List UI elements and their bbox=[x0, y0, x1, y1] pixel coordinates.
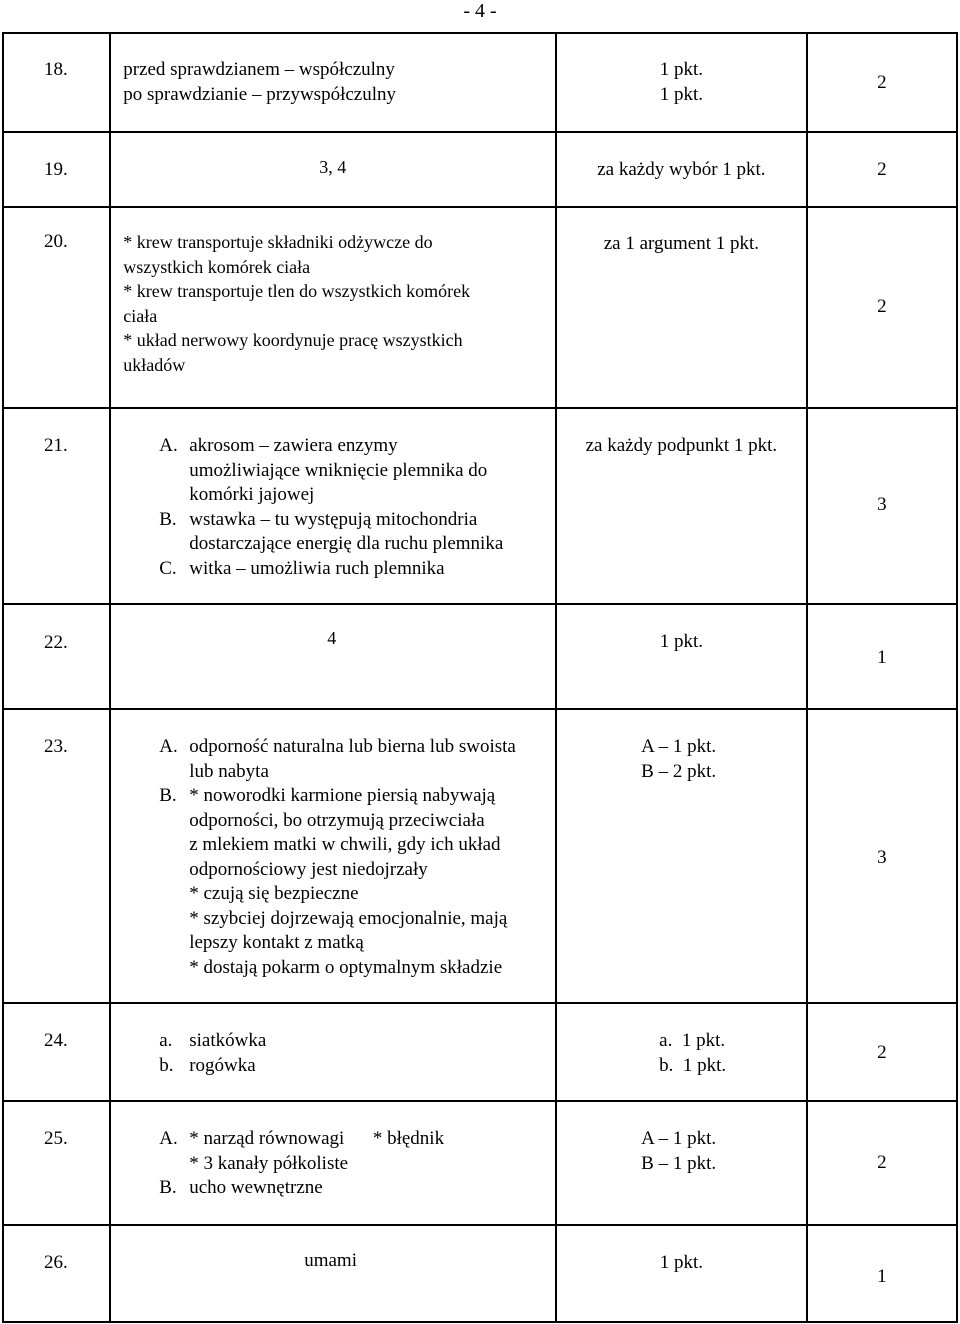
points: 1 bbox=[877, 647, 887, 668]
answer-text: umami bbox=[304, 1250, 357, 1271]
item-label: b. bbox=[159, 1054, 174, 1076]
scoring-cell bbox=[556, 604, 807, 709]
answer-cell bbox=[110, 132, 556, 207]
item-label: B. bbox=[159, 508, 177, 530]
item-label: A. bbox=[159, 1128, 178, 1149]
scoring-cell bbox=[556, 207, 807, 408]
task-number: 23. bbox=[44, 736, 68, 757]
answer-line: dostarczające energię dla ruchu plemnika bbox=[189, 533, 504, 554]
task-number: 24. bbox=[44, 1030, 68, 1051]
points: 2 bbox=[877, 1042, 887, 1063]
scoring-line: 1 pkt. bbox=[659, 59, 704, 80]
points-cell bbox=[807, 132, 957, 207]
answer-line: z mlekiem matki w chwili, gdy ich układ bbox=[189, 834, 501, 855]
table-row bbox=[3, 408, 957, 604]
table-row bbox=[3, 604, 957, 709]
points: 2 bbox=[877, 1152, 887, 1173]
answer-cell bbox=[110, 1003, 556, 1101]
answer-line: po sprawdzianie – przywspółczulny bbox=[123, 83, 397, 105]
points: 2 bbox=[877, 72, 887, 93]
answer-line: ciała bbox=[123, 305, 158, 326]
task-number-cell bbox=[3, 1003, 110, 1101]
task-number: 21. bbox=[44, 435, 68, 456]
task-number-cell bbox=[3, 1101, 110, 1225]
scoring-cell bbox=[556, 408, 807, 604]
table-row bbox=[3, 207, 957, 408]
answer-cell bbox=[110, 33, 556, 132]
page-number: - 4 - bbox=[463, 0, 497, 22]
points: 3 bbox=[877, 494, 887, 515]
answer-line: umożliwiające wniknięcie plemnika do bbox=[189, 459, 488, 481]
answer-line: * narząd równowagi * błędnik bbox=[189, 1128, 445, 1149]
scoring-cell bbox=[556, 709, 807, 1003]
points: 1 bbox=[877, 1266, 887, 1287]
answer-item bbox=[159, 735, 516, 784]
answer-line: * krew transportuje składniki odżywcze do bbox=[123, 232, 433, 252]
scoring-text: za 1 argument 1 pkt. bbox=[603, 233, 760, 254]
answer-line: akrosom – zawiera enzymy bbox=[189, 435, 398, 456]
answer-line: witka – umożliwia ruch plemnika bbox=[189, 557, 445, 579]
scoring-cell bbox=[556, 1225, 807, 1322]
points-cell bbox=[807, 408, 957, 604]
answer-cell bbox=[110, 207, 556, 408]
item-label: A. bbox=[159, 435, 178, 456]
points-cell bbox=[807, 33, 957, 132]
answer-line: wstawka – tu występują mitochondria bbox=[189, 508, 478, 530]
scoring-line: a. 1 pkt. bbox=[659, 1030, 726, 1051]
task-number-cell bbox=[3, 33, 110, 132]
answer-item bbox=[159, 508, 503, 557]
task-number: 25. bbox=[44, 1128, 68, 1149]
scoring-cell bbox=[556, 132, 807, 207]
scoring-line: 1 pkt. bbox=[659, 83, 704, 105]
answer-line: komórki jajowej bbox=[189, 484, 315, 505]
task-number-cell bbox=[3, 132, 110, 207]
scoring-text: 1 pkt. bbox=[659, 631, 704, 652]
scoring-text: 1 pkt. bbox=[659, 1252, 704, 1273]
answer-line: wszystkich komórek ciała bbox=[123, 256, 311, 277]
answer-item bbox=[159, 434, 503, 508]
points: 2 bbox=[877, 296, 887, 317]
answer-line: układów bbox=[123, 354, 186, 375]
answer-cell bbox=[110, 408, 556, 604]
scoring-cell bbox=[556, 33, 807, 132]
table-row bbox=[3, 33, 957, 132]
answer-item bbox=[159, 557, 503, 582]
scoring-text: za każdy wybór 1 pkt. bbox=[597, 159, 766, 180]
answer-line: * krew transportuje tlen do wszystkich komórek bbox=[123, 281, 471, 301]
answer-text: 4 bbox=[327, 628, 337, 648]
table-row bbox=[3, 1003, 957, 1101]
item-label: A. bbox=[159, 736, 178, 757]
scoring-line: b. 1 pkt. bbox=[659, 1054, 727, 1076]
task-number-cell bbox=[3, 408, 110, 604]
answer-item bbox=[159, 1054, 266, 1079]
table-row bbox=[3, 132, 957, 207]
answer-line: siatkówka bbox=[189, 1030, 267, 1051]
table-row bbox=[3, 709, 957, 1003]
points-cell bbox=[807, 709, 957, 1003]
task-number-cell bbox=[3, 1225, 110, 1322]
answer-line: ucho wewnętrzne bbox=[189, 1177, 323, 1198]
answer-text: 3, 4 bbox=[319, 157, 347, 177]
scoring-line: B – 2 pkt. bbox=[641, 760, 717, 782]
scoring-line: B – 1 pkt. bbox=[641, 1152, 717, 1174]
answer-cell bbox=[110, 604, 556, 709]
answer-line: lepszy kontakt z matką bbox=[189, 932, 364, 953]
scoring-text: za każdy podpunkt 1 pkt. bbox=[585, 435, 778, 456]
points-cell bbox=[807, 604, 957, 709]
answer-line: przed sprawdzianem – współczulny bbox=[123, 59, 395, 80]
task-number: 19. bbox=[44, 159, 68, 180]
points-cell bbox=[807, 1225, 957, 1322]
task-number: 18. bbox=[44, 59, 68, 80]
answer-cell bbox=[110, 1225, 556, 1322]
answer-cell bbox=[110, 709, 556, 1003]
scoring-cell bbox=[556, 1101, 807, 1225]
answer-line: rogówka bbox=[189, 1054, 256, 1076]
answer-line: * układ nerwowy koordynuje pracę wszystkich bbox=[123, 330, 463, 350]
answer-item bbox=[159, 1029, 266, 1054]
answer-line: * szybciej dojrzewają emocjonalnie, mają bbox=[189, 907, 508, 929]
answer-line: odporności, bo otrzymują przeciwciała bbox=[189, 809, 485, 831]
answer-item bbox=[159, 784, 516, 980]
table-row bbox=[3, 1101, 957, 1225]
points-cell bbox=[807, 1003, 957, 1101]
task-number-cell bbox=[3, 604, 110, 709]
answer-line: odporność naturalna lub bierna lub swoista bbox=[189, 736, 516, 757]
task-number: 26. bbox=[44, 1252, 68, 1273]
answer-line: * dostają pokarm o optymalnym składzie bbox=[189, 956, 503, 978]
table-row bbox=[3, 1225, 957, 1322]
answer-line: * noworodki karmione piersią nabywają bbox=[189, 785, 496, 806]
answer-item bbox=[159, 1176, 444, 1201]
item-label: a. bbox=[159, 1030, 173, 1051]
item-label: B. bbox=[159, 785, 177, 806]
answer-line: lub nabyta bbox=[189, 760, 269, 782]
answer-line: odpornościowy jest niedojrzały bbox=[189, 858, 428, 880]
item-label: B. bbox=[159, 1177, 177, 1198]
answer-key-table bbox=[2, 32, 958, 1323]
points-cell bbox=[807, 207, 957, 408]
points: 2 bbox=[877, 159, 887, 180]
item-label: C. bbox=[159, 557, 177, 579]
points-cell bbox=[807, 1101, 957, 1225]
scoring-line: A – 1 pkt. bbox=[641, 736, 717, 757]
points: 3 bbox=[877, 847, 887, 868]
answer-item bbox=[159, 1127, 444, 1176]
scoring-cell bbox=[556, 1003, 807, 1101]
task-number-cell bbox=[3, 709, 110, 1003]
answer-line: * czują się bezpieczne bbox=[189, 883, 359, 904]
task-number: 22. bbox=[44, 632, 68, 653]
scoring-line: A – 1 pkt. bbox=[641, 1128, 717, 1149]
answer-cell bbox=[110, 1101, 556, 1225]
task-number: 20. bbox=[44, 231, 68, 252]
answer-line: * 3 kanały półkoliste bbox=[189, 1152, 349, 1174]
task-number-cell bbox=[3, 207, 110, 408]
